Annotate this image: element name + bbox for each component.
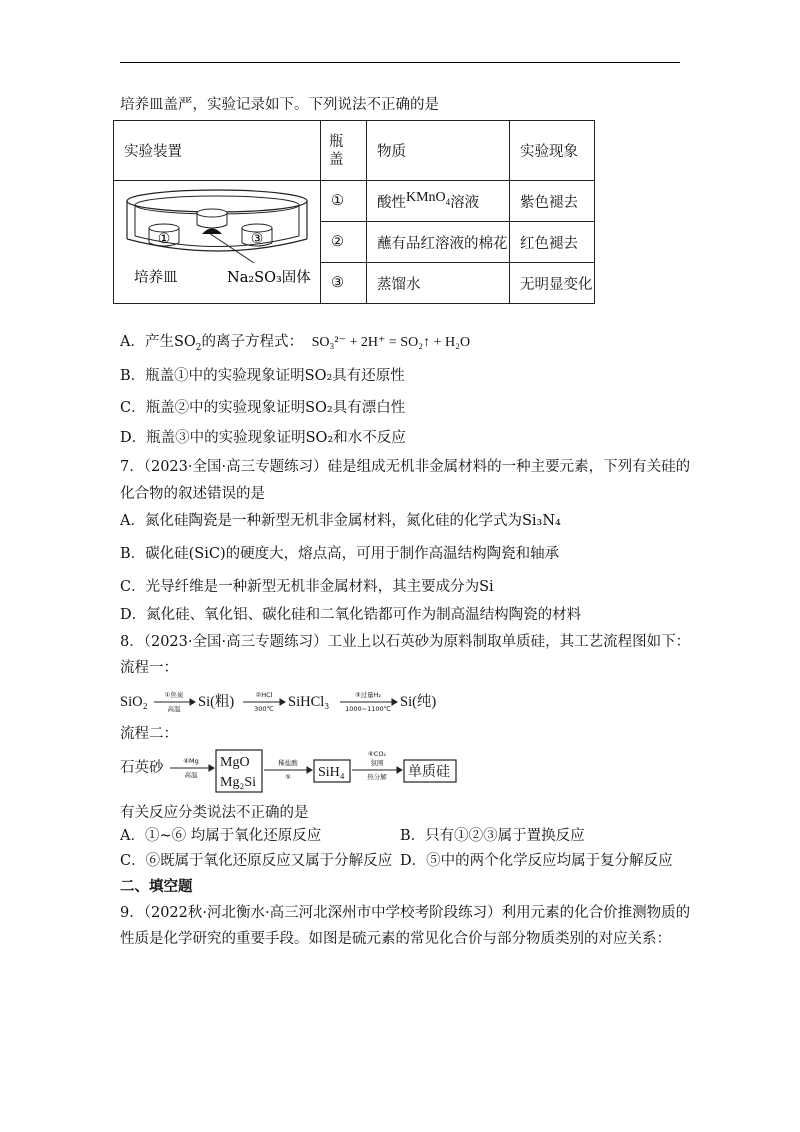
dish-label: 培养皿 xyxy=(134,270,178,286)
row1-phenomenon: 紫色褪去 xyxy=(510,181,595,222)
flow2-mgo: MgO xyxy=(220,755,250,770)
arrow2-top: ②HCl xyxy=(255,691,273,699)
q8-option-c: C．⑥既属于氧化还原反应又属于分解反应 xyxy=(120,853,393,869)
table-header-cap: 瓶盖 xyxy=(321,121,367,181)
q8-question: 有关反应分类说法不正确的是 xyxy=(120,805,309,821)
flow1-sio2: SiO₂ xyxy=(120,694,148,710)
flow1-si-crude: Si(粗) xyxy=(198,694,235,710)
flow-two-diagram xyxy=(118,742,458,798)
q8-option-b: B．只有①②③属于置换反应 xyxy=(400,828,585,844)
arrow4-top: ④Mg xyxy=(183,757,199,765)
experiment-table xyxy=(113,120,595,304)
table-header-phenomenon: 实验现象 xyxy=(510,121,595,181)
arrow3-top: ③过量H₂ xyxy=(354,691,382,699)
q8-option-d: D．⑤中的两个化学反应均属于复分解反应 xyxy=(400,853,673,869)
header-rule xyxy=(120,62,680,63)
section-heading: 二、填空题 xyxy=(120,879,193,895)
flow2-mg2si: Mg₂Si xyxy=(220,775,257,790)
arrow4-bottom: 高温 xyxy=(184,771,198,779)
solid-pile-icon xyxy=(202,229,222,235)
flow2-end: 单质硅 xyxy=(408,764,450,780)
row2-substance: 蘸有品红溶液的棉花 xyxy=(367,222,510,263)
arrow6-top: ⑥CO₂ xyxy=(367,750,387,758)
arrow2-bottom: 300℃ xyxy=(254,705,274,713)
flow1-si-pure: Si(纯) xyxy=(400,694,437,710)
flow1-sihcl3: SiHCl₃ xyxy=(288,694,330,710)
flow1-label: 流程一： xyxy=(120,660,178,676)
flow2-start: 石英砂 xyxy=(120,760,164,776)
row2-phenomenon: 红色褪去 xyxy=(510,222,595,263)
q9-stem-line1: 9．（2022秋·河北衡水·高三河北深州市中学校考阶段练习）利用元素的化合价推测物质的 xyxy=(120,905,691,921)
arrow5-top: 稀盐酸 xyxy=(278,759,298,767)
q6-option-c: C．瓶盖②中的实验现象证明SO₂具有漂白性 xyxy=(120,400,406,416)
q9-stem-line2: 性质是化学研究的重要手段。如图是硫元素的常见化合价与部分物质类别的对应关系： xyxy=(120,931,671,947)
q6-option-a: A．产生$SO_2$的离子方程式： SO₃²⁻ + 2H⁺ = SO₂↑ + H₂O xyxy=(120,334,471,353)
flow2-sih4: SiH₄ xyxy=(318,765,345,780)
q6-intro: 培养皿盖严，实验记录如下。下列说法不正确的是 xyxy=(120,97,439,113)
row3-substance: 蒸馏水 xyxy=(367,263,510,304)
arrow6-mid: 氛围 xyxy=(370,759,384,767)
row3-phenomenon: 无明显变化 xyxy=(510,263,595,304)
q6-option-b: B．瓶盖①中的实验现象证明SO₂具有还原性 xyxy=(120,368,405,384)
table-header-substance: 物质 xyxy=(367,121,510,181)
q7-stem-line2: 化合物的叙述错误的是 xyxy=(120,486,265,502)
row2-num: ② xyxy=(321,222,367,263)
row1-substance: 酸性KMnO$_4$溶液 xyxy=(367,181,510,222)
q7-option-a: A．氮化硅陶瓷是一种新型无机非金属材料，氮化硅的化学式为Si₃N₄ xyxy=(120,513,561,529)
flow2-label: 流程二： xyxy=(120,726,178,742)
flow-one-diagram xyxy=(118,684,478,720)
q8-option-a: A．①~⑥ 均属于氧化还原反应 xyxy=(120,828,322,844)
q7-option-c: C．光导纤维是一种新型无机非金属材料，其主要成分为Si xyxy=(120,579,494,595)
ionic-equation: SO₃²⁻ + 2H⁺ = SO₂↑ + H₂O xyxy=(311,335,471,350)
arrow1-top: ①焦炭 xyxy=(164,691,184,699)
petri-dish-diagram xyxy=(114,181,320,299)
q6-option-d: D．瓶盖③中的实验现象证明SO₂和水不反应 xyxy=(120,430,406,446)
row1-num: ① xyxy=(321,181,367,222)
q7-option-b: B．碳化硅(SiC)的硬度大，熔点高，可用于制作高温结构陶瓷和轴承 xyxy=(120,546,560,562)
cap-3-label: ③ xyxy=(250,231,264,247)
arrow6-bottom: 热分解 xyxy=(367,773,387,781)
q8-stem: 8．（2023·全国·高三专题练习）工业上以石英砂为原料制取单质硅，其工艺流程图如下： xyxy=(120,634,691,650)
q7-stem-line1: 7．（2023·全国·高三专题练习）硅是组成无机非金属材料的一种主要元素，下列有关硅的 xyxy=(120,459,691,475)
row3-num: ③ xyxy=(321,263,367,304)
arrow3-bottom: 1000~1100℃ xyxy=(345,705,391,713)
solid-label: Na₂SO₃固体 xyxy=(227,270,311,286)
table-header-apparatus: 实验装置 xyxy=(114,121,321,181)
apparatus-cell xyxy=(114,181,321,304)
q7-option-d: D．氮化硅、氧化铝、碳化硅和二氧化锆都可作为制高温结构陶瓷的材料 xyxy=(120,607,582,623)
cap-1-label: ① xyxy=(157,231,171,247)
arrow1-bottom: 高温 xyxy=(167,705,181,713)
arrow5-bottom: ⑤ xyxy=(285,773,291,781)
